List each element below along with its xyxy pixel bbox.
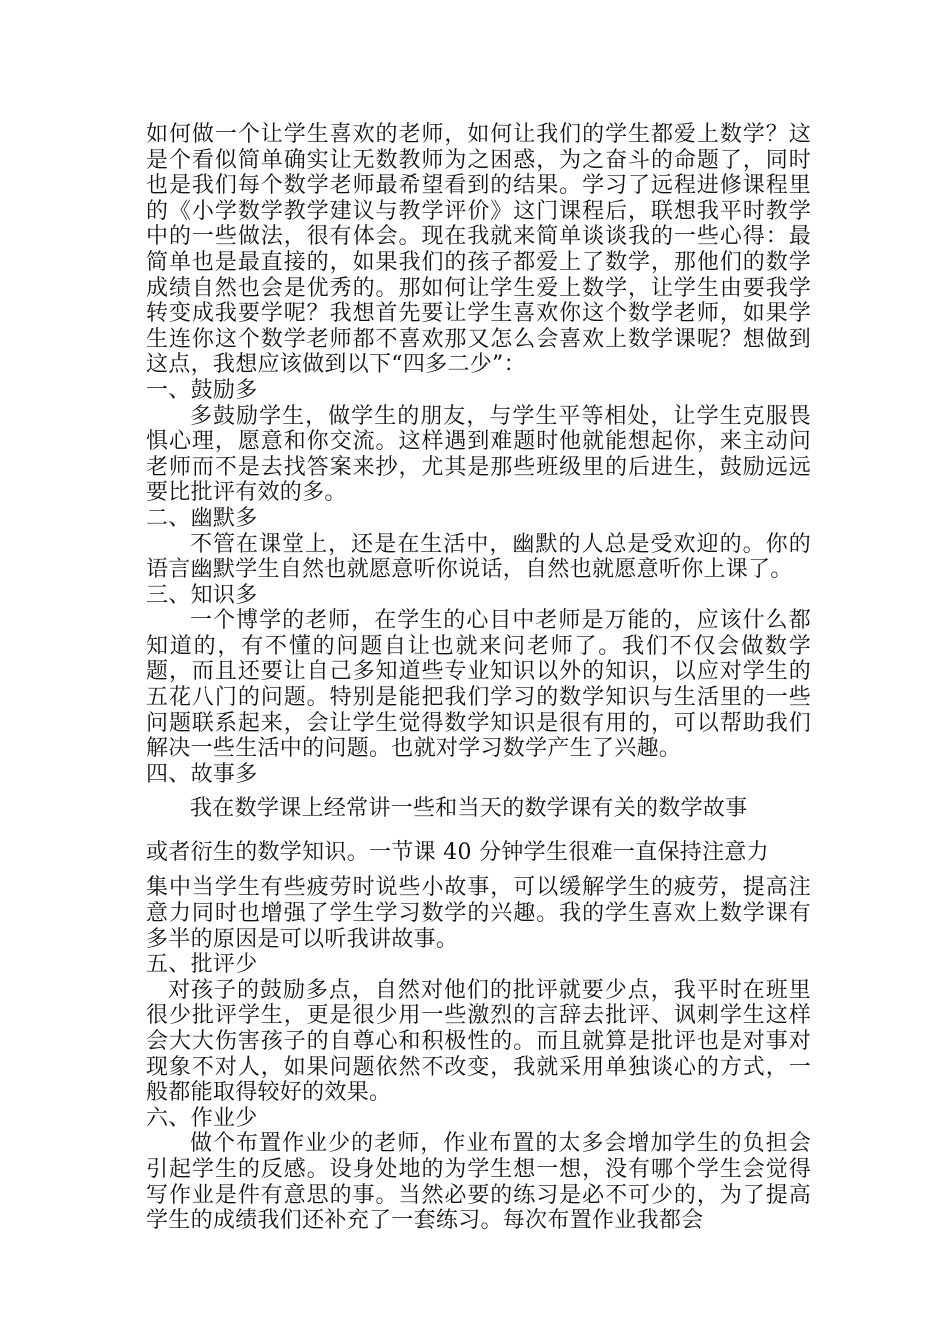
section-heading-stories: 四、故事多 bbox=[146, 761, 258, 787]
document-body bbox=[146, 122, 811, 1234]
section-body-knowledge: 一个博学的老师，在学生的心目中老师是万能的，应该什么都知道的，有不懂的问题自让也就来问老师了。我们不仅会做数学题，而且还要让自己多知道些专业知识以外的知识，以应对学生的五花八门的问题。特别是能把我们学习的数学知识与生活里的一些问题联系起来，会让学生觉得数学知识是很有用的，可以帮助我们解决一些生活中的问题。也就对学习数学产生了兴趣。 bbox=[146, 608, 811, 762]
section-body-stories-line1: 我在数学课上经常讲一些和当天的数学课有关的数学故事 bbox=[190, 796, 748, 822]
section-heading-encouragement: 一、鼓励多 bbox=[146, 377, 258, 403]
section-heading-humor: 二、幽默多 bbox=[146, 505, 258, 531]
section-heading-less-homework: 六、作业少 bbox=[146, 1105, 258, 1131]
section-body-stories-line2: 或者衍生的数学知识。一节课 40 分钟学生很难一直保持注意力 bbox=[146, 840, 769, 866]
section-body-less-homework: 做个布置作业少的老师，作业布置的太多会增加学生的负担会引起学生的反感。设身处地的为学生想一想，没有哪个学生会觉得写作业是件有意思的事。当然必要的练习是必不可少的，为了提高学生的成绩我们还补充了一套练习。每次布置作业我都会 bbox=[146, 1131, 811, 1234]
section-body-less-criticism: 对孩子的鼓励多点，自然对他们的批评就要少点，我平时在班里很少批评学生，更是很少用一些激烈的言辞去批评、讽刺学生这样会大大伤害孩子的自尊心和积极性的。而且就算是批评也是对事对现象不对人，如果问题依然不改变，我就采用单独谈心的方式，一般都能取得较好的效果。 bbox=[146, 977, 811, 1106]
section-heading-knowledge: 三、知识多 bbox=[146, 582, 258, 608]
section-body-humor: 不管在课堂上，还是在生活中，幽默的人总是受欢迎的。你的语言幽默学生自然也就愿意听你说话，自然也就愿意听你上课了。 bbox=[146, 531, 811, 583]
section-body-encouragement: 多鼓励学生，做学生的朋友，与学生平等相处，让学生克服畏惧心理，愿意和你交流。这样遇到难题时他就能想起你，来主动问老师而不是去找答案来抄，尤其是那些班级里的后进生，鼓励远远要比批评有效的多。 bbox=[146, 403, 811, 506]
section-heading-less-criticism: 五、批评少 bbox=[146, 952, 258, 978]
section-body-stories-rest: 集中当学生有些疲劳时说些小故事，可以缓解学生的疲劳，提高注意力同时也增强了学生学习数学的兴趣。我的学生喜欢上数学课有多半的原因是可以听我讲故事。 bbox=[146, 875, 811, 952]
intro-paragraph: 如何做一个让学生喜欢的老师，如何让我们的学生都爱上数学？这是个看似简单确实让无数教师为之困惑，为之奋斗的命题了，同时也是我们每个数学老师最希望看到的结果。学习了远程进修课程里的《小学数学教学建议与教学评价》这门课程后，联想我平时教学中的一些做法，很有体会。现在我就来简单谈谈我的一些心得：最简单也是最直接的，如果我们的孩子都爱上了数学，那他们的数学成绩自然也会是优秀的。那如何让学生爱上数学，让学生由要我学转变成我要学呢？我想首先要让学生喜欢你这个数学老师，如果学生连你这个数学老师都不喜欢那又怎么会喜欢上数学课呢？想做到这点，我想应该做到以下“四多二少”： bbox=[146, 122, 811, 378]
